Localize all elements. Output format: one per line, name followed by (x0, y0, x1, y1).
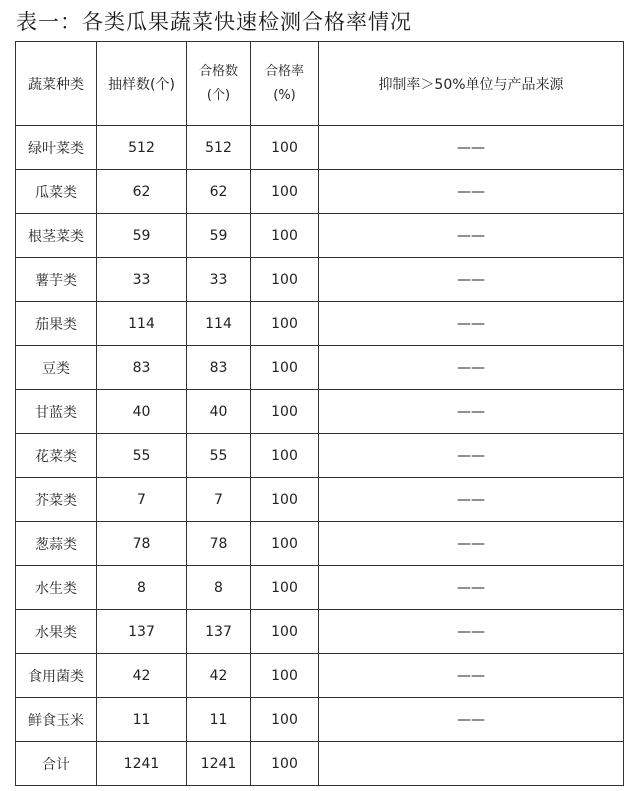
cell-passed: 1241 (187, 742, 251, 786)
cell-passed: 7 (187, 478, 251, 522)
cell-source (319, 258, 624, 302)
cell-source (319, 302, 624, 346)
cell-rate: 100 (251, 654, 319, 698)
source-dash: —— (457, 711, 485, 728)
cell-passed: 55 (187, 434, 251, 478)
cell-source (319, 566, 624, 610)
cell-sampled: 78 (97, 522, 187, 566)
cell-sampled: 40 (97, 390, 187, 434)
table-row (16, 258, 624, 302)
cell-category: 花菜类 (16, 434, 97, 478)
header-passed (187, 42, 251, 126)
cell-passed: 59 (187, 214, 251, 258)
source-dash: —— (457, 183, 485, 200)
table-header-row (16, 42, 624, 126)
cell-source (319, 610, 624, 654)
source-dash: —— (457, 315, 485, 332)
cell-passed: 33 (187, 258, 251, 302)
cell-passed: 137 (187, 610, 251, 654)
cell-passed: 62 (187, 170, 251, 214)
header-passed-line1: 合格数 (198, 63, 238, 79)
cell-sampled: 11 (97, 698, 187, 742)
header-rate-line1: 合格率 (264, 63, 304, 79)
source-dash: —— (457, 227, 485, 244)
cell-source (319, 390, 624, 434)
cell-source (319, 170, 624, 214)
cell-rate: 100 (251, 478, 319, 522)
cell-category: 食用菌类 (16, 654, 97, 698)
table-row (16, 654, 624, 698)
cell-rate: 100 (251, 522, 319, 566)
cell-category: 瓜菜类 (16, 170, 97, 214)
header-passed-line2: (个) (206, 87, 231, 103)
cell-source (319, 126, 624, 170)
cell-category: 水生类 (16, 566, 97, 610)
cell-source (319, 346, 624, 390)
cell-sampled: 8 (97, 566, 187, 610)
cell-source (319, 654, 624, 698)
table-row (16, 566, 624, 610)
header-rate (251, 42, 319, 126)
cell-rate: 100 (251, 698, 319, 742)
cell-sampled: 62 (97, 170, 187, 214)
cell-passed: 512 (187, 126, 251, 170)
table-row (16, 126, 624, 170)
header-category: 蔬菜种类 (16, 42, 97, 126)
table-row (16, 522, 624, 566)
cell-passed: 114 (187, 302, 251, 346)
cell-category: 葱蒜类 (16, 522, 97, 566)
cell-rate: 100 (251, 390, 319, 434)
cell-rate: 100 (251, 258, 319, 302)
table-row (16, 478, 624, 522)
source-dash: —— (457, 491, 485, 508)
table-row (16, 698, 624, 742)
cell-sampled: 33 (97, 258, 187, 302)
cell-rate: 100 (251, 434, 319, 478)
table-row (16, 302, 624, 346)
header-sampled: 抽样数(个) (97, 42, 187, 126)
table-row (16, 170, 624, 214)
cell-source (319, 478, 624, 522)
cell-category: 豆类 (16, 346, 97, 390)
cell-source (319, 522, 624, 566)
cell-source (319, 434, 624, 478)
cell-sampled: 59 (97, 214, 187, 258)
cell-rate: 100 (251, 610, 319, 654)
cell-rate: 100 (251, 126, 319, 170)
cell-category: 鲜食玉米 (16, 698, 97, 742)
source-dash: —— (457, 403, 485, 420)
cell-passed: 83 (187, 346, 251, 390)
table-row (16, 214, 624, 258)
cell-source (319, 742, 624, 786)
source-dash: —— (457, 535, 485, 552)
cell-passed: 40 (187, 390, 251, 434)
table-row (16, 610, 624, 654)
page-title: 表一：各类瓜果蔬菜快速检测合格率情况 (16, 10, 412, 34)
table-total-row (16, 742, 624, 786)
cell-rate: 100 (251, 302, 319, 346)
header-source: 抑制率＞50%单位与产品来源 (319, 42, 624, 126)
cell-category: 甘蓝类 (16, 390, 97, 434)
cell-rate: 100 (251, 214, 319, 258)
source-dash: —— (457, 623, 485, 640)
header-rate-line2: (%) (273, 87, 296, 103)
cell-source (319, 698, 624, 742)
source-dash: —— (457, 271, 485, 288)
cell-sampled: 83 (97, 346, 187, 390)
source-dash: —— (457, 447, 485, 464)
cell-category: 芥菜类 (16, 478, 97, 522)
cell-passed: 11 (187, 698, 251, 742)
cell-sampled: 42 (97, 654, 187, 698)
cell-passed: 8 (187, 566, 251, 610)
cell-passed: 42 (187, 654, 251, 698)
source-dash: —— (457, 667, 485, 684)
cell-category: 合计 (16, 742, 97, 786)
table-row (16, 434, 624, 478)
source-dash: —— (457, 359, 485, 376)
cell-sampled: 512 (97, 126, 187, 170)
cell-passed: 78 (187, 522, 251, 566)
cell-category: 薯芋类 (16, 258, 97, 302)
cell-category: 水果类 (16, 610, 97, 654)
cell-rate: 100 (251, 346, 319, 390)
source-dash: —— (457, 579, 485, 596)
cell-sampled: 7 (97, 478, 187, 522)
cell-rate: 100 (251, 566, 319, 610)
cell-sampled: 1241 (97, 742, 187, 786)
cell-category: 茄果类 (16, 302, 97, 346)
cell-sampled: 137 (97, 610, 187, 654)
cell-source (319, 214, 624, 258)
cell-category: 根茎菜类 (16, 214, 97, 258)
cell-sampled: 55 (97, 434, 187, 478)
inspection-table (15, 41, 624, 786)
table-row (16, 390, 624, 434)
source-dash: —— (457, 139, 485, 156)
table-row (16, 346, 624, 390)
cell-rate: 100 (251, 742, 319, 786)
cell-sampled: 114 (97, 302, 187, 346)
cell-category: 绿叶菜类 (16, 126, 97, 170)
cell-rate: 100 (251, 170, 319, 214)
